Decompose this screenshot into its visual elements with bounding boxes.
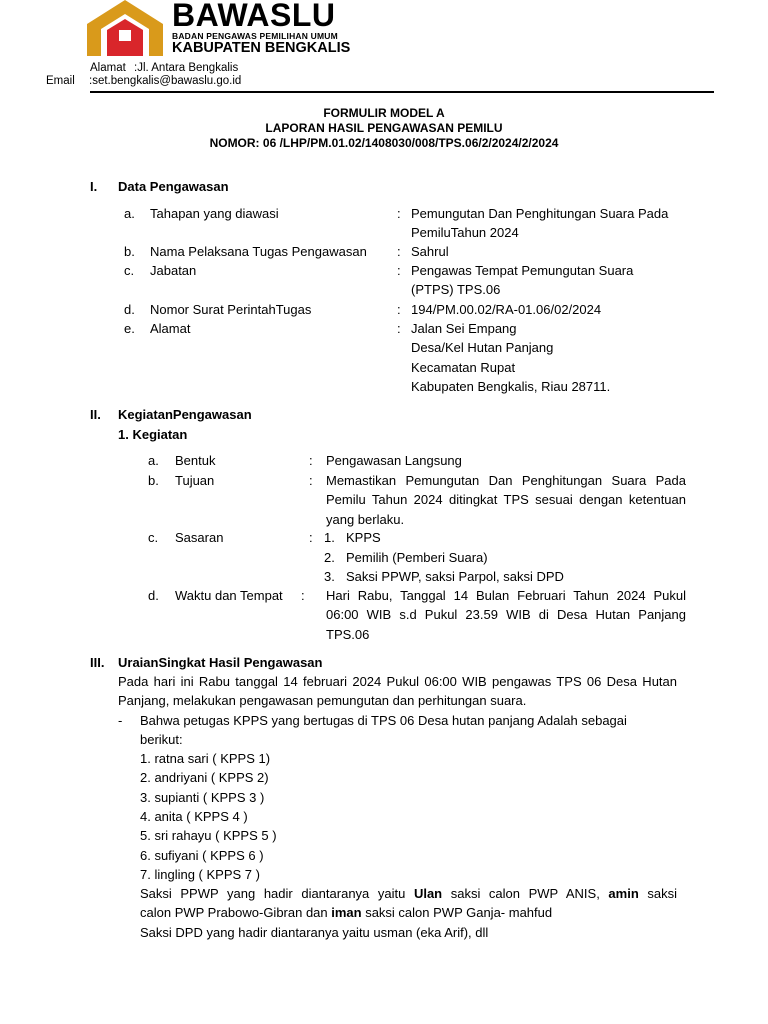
form-title: FORMULIR MODEL A [323,106,445,120]
row-c-letter: c. [124,263,135,278]
report-number: NOMOR: 06 /LHP/PM.01.02/1408030/008/TPS.06/2/2024/2/2024 [209,136,559,150]
section-2-subtitle: 1. Kegiatan [118,427,188,442]
section-2-number: II. [90,407,101,422]
saksi-ppwp-text-4: calon PWP Prabowo-Gibran dan [140,905,332,920]
email-value: :set.bengkalis@bawaslu.go.id [89,75,242,87]
row-e-letter: e. [124,321,135,336]
header-divider [90,91,714,93]
row-c-colon: : [397,263,401,278]
tujuan-colon: : [309,473,313,488]
bentuk-value: Pengawasan Langsung [326,453,462,468]
bawaslu-logo-icon [85,0,165,56]
tujuan-letter: b. [148,473,159,488]
bullet-line-1: Bahwa petugas KPPS yang bertugas di TPS 06 Desa hutan panjang Adalah sebagai [140,713,627,728]
waktu-letter: d. [148,588,159,603]
sasaran-item-2-number: 2. [324,550,335,565]
row-b-value: Sahrul [411,244,449,259]
kpps-item-4: 4. anita ( KPPS 4 ) [140,809,248,824]
tujuan-label: Tujuan [175,473,215,488]
waktu-label: Waktu dan Tempat [175,588,283,603]
saksi-name-iman: iman [331,905,362,920]
row-c-label: Jabatan [150,263,197,278]
row-e-value-line3: Kecamatan Rupat [411,360,516,375]
section-1-title: Data Pengawasan [118,179,229,194]
row-a-colon: : [397,206,401,221]
sasaran-item-3-number: 3. [324,569,335,584]
kpps-item-1: 1. ratna sari ( KPPS 1) [140,751,271,766]
row-e-value-line1: Jalan Sei Empang [411,321,517,336]
row-b-colon: : [397,244,401,259]
sasaran-item-3: Saksi PPWP, saksi Parpol, saksi DPD [346,569,564,584]
row-d-letter: d. [124,302,135,317]
waktu-colon: : [301,588,305,603]
kpps-item-2: 2. andriyani ( KPPS 2) [140,770,269,785]
section-1-number: I. [90,179,98,194]
saksi-name-amin: amin [608,886,639,901]
kpps-item-6: 6. sufiyani ( KPPS 6 ) [140,848,264,863]
saksi-ppwp-text-3: saksi [638,886,677,901]
saksi-dpd: Saksi DPD yang hadir diantaranya yaitu usman (eka Arif), dll [140,925,489,940]
row-b-label: Nama Pelaksana Tugas Pengawasan [150,244,367,259]
kpps-item-5: 5. sri rahayu ( KPPS 5 ) [140,828,277,843]
bullet-dash: - [118,713,123,728]
row-a-letter: a. [124,206,135,221]
row-a-value-line1: Pemungutan Dan Penghitungan Suara Pada [411,206,669,221]
sasaran-colon: : [309,530,313,545]
saksi-name-ulan: Ulan [413,886,443,901]
row-c-value-line2: (PTPS) TPS.06 [411,282,501,297]
brand-block [172,0,412,56]
row-e-value-line2: Desa/Kel Hutan Panjang [411,340,554,355]
brand-name: BAWASLU [172,0,336,33]
row-a-label: Tahapan yang diawasi [150,206,279,221]
row-e-value-line4: Kabupaten Bengkalis, Riau 28711. [411,379,611,394]
address-value: :Jl. Antara Bengkalis [134,62,239,74]
row-d-colon: : [397,302,401,317]
saksi-ppwp-text-1: Saksi PPWP yang hadir diantaranya yaitu [140,886,414,901]
waktu-value: Hari Rabu, Tanggal 14 Bulan Februari Tahun 2024 Pukul 06:00 WIB s.d Pukul 23.59 WIB di Desa Hutan Panjang TPS.06 [326,588,686,642]
section-3-title: UraianSingkat Hasil Pengawasan [118,655,323,670]
row-c-value-line1: Pengawas Tempat Pemungutan Suara [411,263,634,278]
sasaran-letter: c. [148,530,159,545]
address-label: Alamat [90,62,126,74]
brand-subtitle: BADAN PENGAWAS PEMILIHAN UMUM [172,31,338,41]
row-b-letter: b. [124,244,135,259]
bentuk-colon: : [309,453,313,468]
sasaran-item-2: Pemilih (Pemberi Suara) [346,550,488,565]
kpps-item-3: 3. supianti ( KPPS 3 ) [140,790,265,805]
bentuk-letter: a. [148,453,159,468]
report-title: LAPORAN HASIL PENGAWASAN PEMILU [265,121,503,135]
row-e-colon: : [397,321,401,336]
section-3-intro: Pada hari ini Rabu tanggal 14 februari 2024 Pukul 06:00 WIB pengawas TPS 06 Desa Hutan Panjang, melakukan pengawasan pemungutan dan perhitungan suara. [118,674,677,709]
section-2-title: KegiatanPengawasan [118,407,252,422]
saksi-ppwp-text-5: saksi calon PWP Ganja- mahfud [361,905,553,920]
section-3-number: III. [90,655,105,670]
saksi-ppwp-text-2: saksi calon PWP ANIS, [442,886,609,901]
row-e-label: Alamat [150,321,191,336]
row-d-label: Nomor Surat PerintahTugas [150,302,312,317]
saksi-ppwp-line2 [140,903,552,922]
bentuk-label: Bentuk [175,453,216,468]
sasaran-item-1: KPPS [346,530,381,545]
email-label: Email [46,75,75,87]
bullet-line-2: berikut: [140,732,183,747]
sasaran-item-1-number: 1. [324,530,335,545]
brand-region: KABUPATEN BENGKALIS [172,40,351,56]
saksi-ppwp-line1 [140,884,677,903]
tujuan-value: Memastikan Pemungutan Dan Penghitungan Suara Pada Pemilu Tahun 2024 ditingkat TPS sesuai dengan ketentuan yang berlaku. [326,473,686,527]
row-a-value-line2: PemiluTahun 2024 [411,225,519,240]
kpps-item-7: 7. lingling ( KPPS 7 ) [140,867,260,882]
sasaran-label: Sasaran [175,530,224,545]
row-d-value: 194/PM.00.02/RA-01.06/02/2024 [411,302,602,317]
